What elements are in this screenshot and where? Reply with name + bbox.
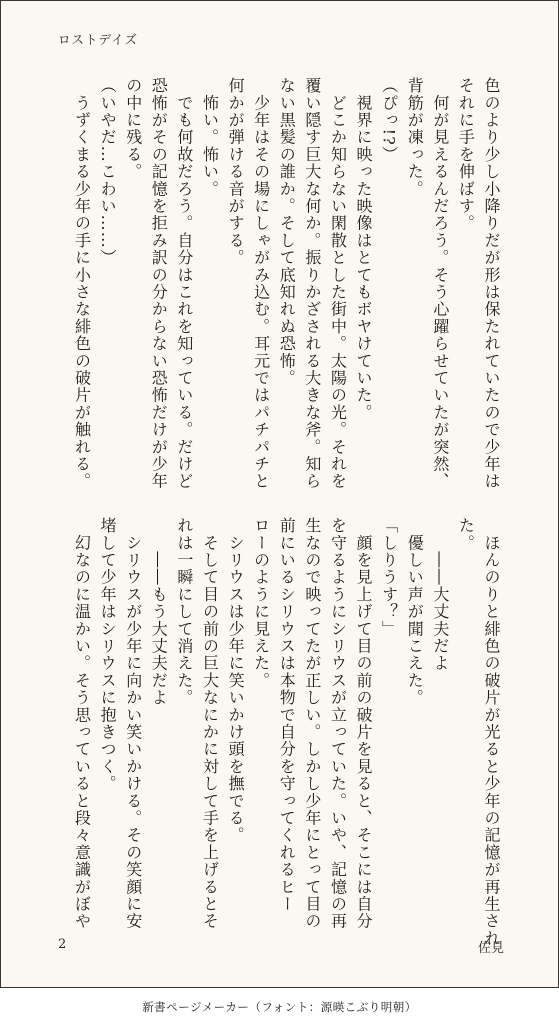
text-line: 前にいるシリウスは本物で自分を守ってくれるヒー xyxy=(277,517,297,913)
text-block-top xyxy=(69,77,504,490)
page-number: 2 xyxy=(58,937,67,952)
text-line: どこか知らない閑散とした街中。太陽の光。それを xyxy=(328,77,348,490)
text-line: 恐怖がその記憶を拒み訳の分からない恐怖だけが少年 xyxy=(149,77,169,490)
text-line: 幻なのに温かい。そう思っていると段々意識がぼや xyxy=(72,517,92,930)
text-line: ない黒髪の誰か。そして底知れぬ恐怖。 xyxy=(277,77,297,387)
text-line: 色のより少し小降りだが形は保たれていたので少年は xyxy=(482,77,501,490)
text-line: 視界に映った映像はとてもボヤけていた。 xyxy=(354,77,374,421)
text-line: ――大丈夫だよ xyxy=(430,517,450,672)
text-line: 堵して少年はシリウスに抱きつく。 xyxy=(98,517,118,793)
text-line: 顔を見上げて目の前の破片を見ると、そこには自分 xyxy=(354,517,374,930)
text-line: ほんのりと緋色の破片が光ると少年の記憶が再生され xyxy=(482,517,501,947)
text-block-bottom xyxy=(69,517,504,947)
text-line: うずくまる少年の手に小さな緋色の破片が触れる。 xyxy=(72,77,92,490)
text-line: 生なので映ってたが正しい。しかし少年にとって目の xyxy=(302,517,322,930)
text-line: 背筋が凍った。 xyxy=(405,77,425,198)
text-line: それに手を伸ばす。 xyxy=(456,77,476,232)
text-line: 怖い。怖い。 xyxy=(200,77,220,198)
header-title: ロストデイズ xyxy=(58,32,139,47)
text-line: ローのように見えた。 xyxy=(251,517,271,689)
text-line: （ぴっ!?） xyxy=(379,77,399,164)
author-name: 佐見 xyxy=(477,941,504,956)
text-line: 何かが弾ける音がする。 xyxy=(226,77,246,267)
text-line: 少年はその場にしゃがみ込む。耳元ではパチパチと xyxy=(251,77,271,490)
text-line: の中に残る。 xyxy=(123,77,143,181)
text-line: れは一瞬にして消えた。 xyxy=(174,517,194,707)
text-line: シリウスは少年に笑いかけ頭を撫でる。 xyxy=(226,517,246,844)
text-line: 「しりうす？」 xyxy=(379,517,399,638)
text-line: 覆い隠す巨大な何か。振りかざされる大きな斧。知ら xyxy=(302,77,322,490)
text-line: を守るようにシリウスが立っていた。いや、記憶の再 xyxy=(328,517,348,930)
credit-footer: 新書ページメーカー（フォント：源暎こぶり明朝） xyxy=(142,1000,417,1014)
text-line: （いやだ…こわい……） xyxy=(98,77,118,267)
text-line: た。 xyxy=(456,517,476,552)
text-line: でも何故だろう。自分はこれを知っている。だけど xyxy=(174,77,194,490)
text-line: シリウスが少年に向かい笑いかける。その笑顔に安 xyxy=(123,517,143,930)
text-line: ――もう大丈夫だよ xyxy=(149,517,169,707)
text-line: そして目の前の巨大なにかに対して手を上げるとそ xyxy=(200,517,220,930)
text-line: 優しい声が聞こえた。 xyxy=(405,517,425,707)
text-line: 何が見えるんだろう。そう心躍らせていたが突然、 xyxy=(430,77,450,490)
